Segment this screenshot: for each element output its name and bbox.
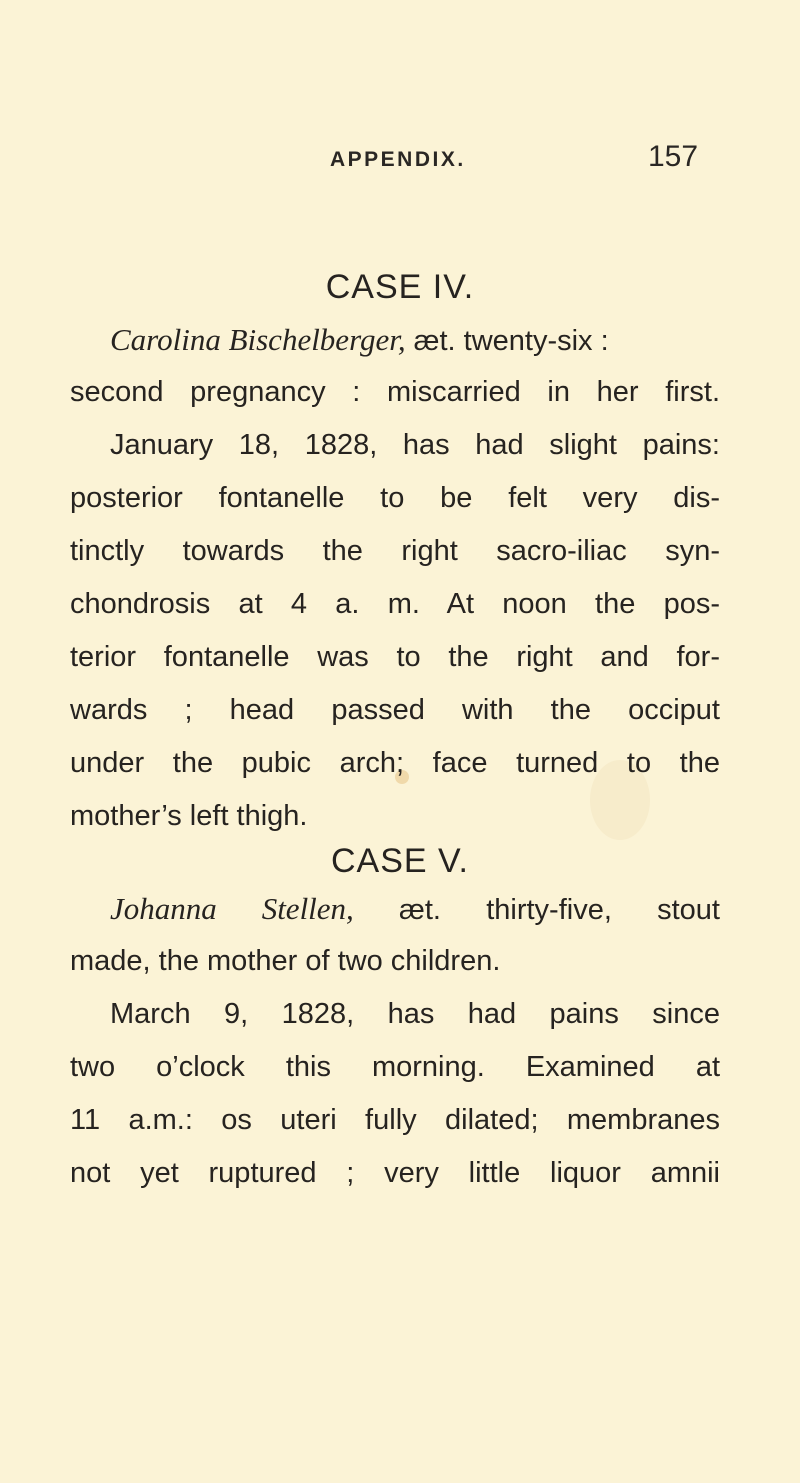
case-v-heading: CASE V. (330, 842, 470, 880)
case-v-text (70, 882, 720, 1200)
text-line: mother’s left thigh. (70, 800, 308, 832)
running-head (0, 140, 800, 180)
text-line: Carolina Bischelberger, æt. twenty-six : (110, 322, 609, 357)
text-line: Johanna Stellen, æt. thirty-five, stout (110, 891, 720, 926)
case-iv-text (70, 313, 720, 843)
page-number: 157 (648, 140, 699, 173)
text-line: under the pubic arch; face turned to the (70, 747, 720, 779)
text-line: January 18, 1828, has had slight pains: (110, 429, 720, 461)
text-line: two o’clock this morning. Examined at (70, 1051, 720, 1083)
running-title: APPENDIX. (330, 148, 466, 171)
text-line: terior fontanelle was to the right and for- (70, 641, 720, 673)
patient-name: Carolina Bischelberger, (110, 322, 406, 357)
text-line: chondrosis at 4 a. m. At noon the pos- (70, 588, 720, 620)
patient-name: Johanna Stellen, (110, 891, 354, 926)
text-line: posterior fontanelle to be felt very dis- (70, 482, 720, 514)
text-line: 11 a.m.: os uteri fully dilated; membranes (70, 1104, 720, 1136)
text-line: tinctly towards the right sacro-iliac syn- (70, 535, 720, 567)
case-iv-heading: CASE IV. (325, 268, 475, 306)
text-line: not yet ruptured ; very little liquor amnii (70, 1157, 720, 1189)
text-line: wards ; head passed with the occiput (70, 694, 720, 726)
text-line: made, the mother of two children. (70, 945, 501, 977)
text-line: second pregnancy : miscarried in her first. (70, 376, 720, 408)
text-line: March 9, 1828, has had pains since (110, 998, 720, 1030)
